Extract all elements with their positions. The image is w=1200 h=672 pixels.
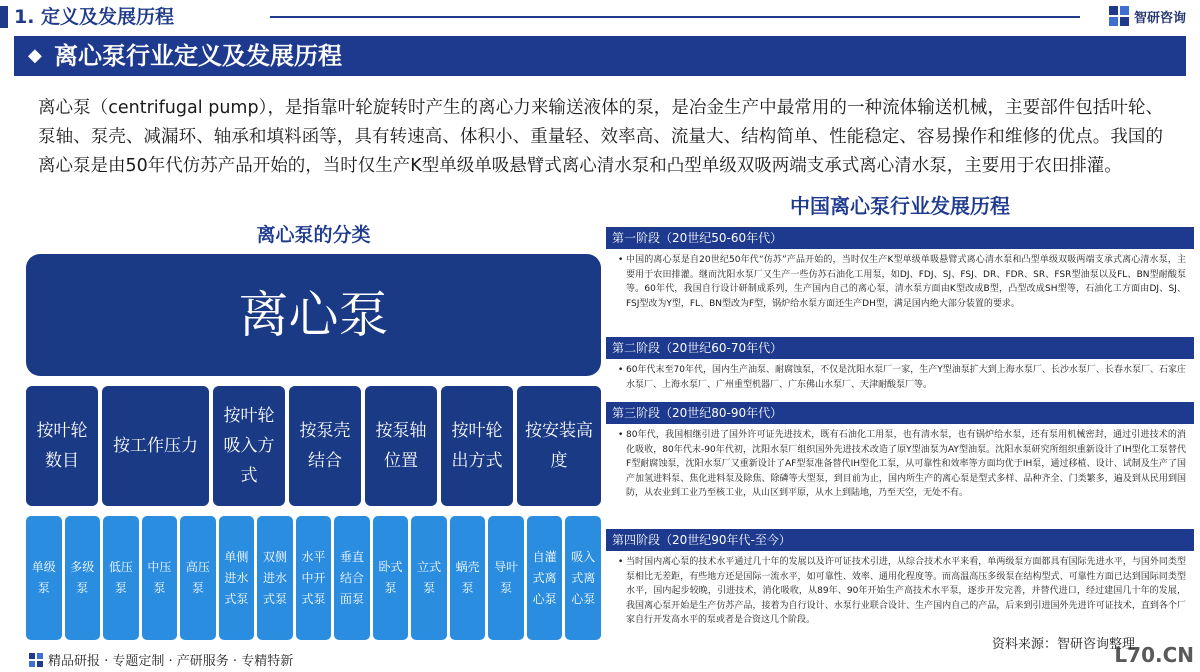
subcategory-box: 水平中开式泵 (296, 516, 332, 640)
section-accent (0, 6, 8, 28)
intro-paragraph: 离心泵（centrifugal pump），是指靠叶轮旋转时产生的离心力来输送液体的泵，是冶金生产中最常用的一种流体输送机械，主要部件包括叶轮、泵轴、泵壳、减漏环、轴承和填料函等，具有转速高、体积小、重量轻、效率高、流量大、结构简单、性能稳定、容易操作和维修的优点。我国的离心泵是由50年代仿苏产品开始的，当时仅生产K型单级单吸悬臂式离心清水泵和凸型单级双吸两端支承式离心清水泵，主要用于农田排灌。 (38, 98, 1163, 176)
category-row (26, 386, 601, 506)
watermark: L70.CN (1114, 643, 1194, 667)
category-box: 按工作压力 (102, 386, 209, 506)
stage-4-body: • 当时国内离心泵的技术水平通过几十年的发展以及许可证技术引进，从综合技术水平来看，单两级泵方面都具有国际先进水平，与国外同类型泵相比无差距，有些地方还是国际一流水平，如可靠性、效率、通用化程度等。而高温高压多级泵在结构型式、可靠性方面已达到国际同类型水平，国内起步较晚，引进技术，消化吸收，从89年、90年开始生产高技术水平泵，逐步开发完善，并替代进口，经过建国几十年的发展，我国离心泵开始是生产仿苏产品，接着为自行设计、水泵行业联合设计、生产国内自己的产品，后来到引进国外先进许可证技术，直到各个厂家自行开发高水平的泵或者是合资这几个阶段。 (606, 553, 1194, 630)
category-box: 按叶轮出方式 (441, 386, 513, 506)
brand-logo-icon (1108, 5, 1130, 27)
history-title: 中国离心泵行业发展历程 (790, 194, 1010, 218)
classification-title: 离心泵的分类 (256, 224, 371, 246)
footer-text: 精品研报 · 专题定制 · 产研服务 · 专精特新 (48, 654, 294, 669)
category-box: 按叶轮吸入方式 (213, 386, 285, 506)
subcategory-box: 单级泵 (26, 516, 62, 640)
stage-3-body: • 80年代，我国相继引进了国外许可证先进技术，既有石油化工用泵，也有清水泵，也有锅炉给水泵，还有泵用机械密封，通过引进技术的消化吸收，80年代末-90年代初，沈阳水泵厂组织国外先进技术改造了原Y型油泵为AY型油泵。沈阳水泵研究所组织重新设计了IH型化工泵替代F型耐腐蚀泵，沈阳水泵厂又重新设计了AF型泵准备替代IH型化工泵，从可靠性和效率等方面均优于IH泵，通过移植、设计、试制及生产了国产加氢进料泵、焦化进料泵及除焦、除磷等大型泵，到目前为止，国内所生产的离心泵是型式多样、品种齐全、门类繁多，遍及到从民用到国防，从农业到工业乃至核工业，从山区到平原，从水上到陆地，乃至天空，无处不有。 (606, 426, 1194, 503)
header-rule (270, 16, 1080, 18)
stage-2-body: • 60年代末至70年代，国内生产油泵、耐腐蚀泵，不仅是沈阳水泵厂一家，生产Y型油泵扩大到上海水泵厂、长沙水泵厂、长春水泵厂、石家庄水泵厂、上海水泵厂、广州重型机器厂、广东佛山水泵厂、天津耐酸泵厂等。 (606, 361, 1194, 394)
category-box: 按泵轴位置 (365, 386, 437, 506)
subcategory-row (26, 516, 601, 640)
subcategory-box: 导叶泵 (488, 516, 524, 640)
brand-name: 智研咨询 (1133, 10, 1186, 26)
title-bar (14, 36, 1186, 76)
subcategory-box: 双侧进水式泵 (257, 516, 293, 640)
category-box: 按叶轮数目 (26, 386, 98, 506)
subcategory-box: 中压泵 (142, 516, 178, 640)
subcategory-box: 自灌式离心泵 (527, 516, 563, 640)
subcategory-box: 高压泵 (180, 516, 216, 640)
category-box: 按安装高度 (517, 386, 601, 506)
subcategory-box: 立式泵 (411, 516, 447, 640)
stage-2-header: 第二阶段（20世纪60-70年代） (606, 337, 1194, 359)
page-title: 离心泵行业定义及发展历程 (54, 42, 342, 70)
diamond-icon: ◆ (28, 45, 42, 66)
data-source: 资料来源：智研咨询整理 (992, 637, 1136, 652)
subcategory-box: 吸入式离心泵 (565, 516, 601, 640)
stage-1-header: 第一阶段（20世纪50-60年代） (606, 227, 1194, 249)
subcategory-box: 多级泵 (65, 516, 101, 640)
footer (28, 650, 293, 669)
subcategory-box: 单侧进水式泵 (219, 516, 255, 640)
brand-footer-icon (28, 652, 44, 668)
stage-1-body: • 中国的离心泵是自20世纪50年代“仿苏”产品开始的，当时仅生产K型单级单吸悬臂式离心清水泵和凸型单级双吸两端支承式离心清水泵，主要用于农田排灌。继而沈阳水泵厂又生产一些仿苏石油化工用泵，如DJ、FDJ、SJ、FSJ、DR、FDR、SR、FSR型油泵以及FL、BN型耐酸泵等。60年代，我国自行设计研制成系列，生产国内自己的离心泵，清水泵方面由K型改成B型，凸型改成SH型等，石油化工方面由DJ、SJ、FSJ型改为Y型，FL、BN型改为F型，锅炉给水泵方面还生产DH型，满足国内绝大部分装置的要求。 (606, 251, 1194, 313)
stage-4-header: 第四阶段（20世纪90年代-至今） (606, 529, 1194, 551)
classification-root: 离心泵 (26, 254, 601, 376)
section-title: 1. 定义及发展历程 (14, 6, 175, 28)
brand-logo (1108, 5, 1186, 27)
category-box: 按泵壳结合 (289, 386, 361, 506)
subcategory-box: 低压泵 (103, 516, 139, 640)
stage-3-header: 第三阶段（20世纪80-90年代） (606, 402, 1194, 424)
subcategory-box: 蜗壳泵 (450, 516, 486, 640)
top-bar (0, 0, 1200, 34)
subcategory-box: 卧式泵 (373, 516, 409, 640)
subcategory-box: 垂直结合面泵 (334, 516, 370, 640)
